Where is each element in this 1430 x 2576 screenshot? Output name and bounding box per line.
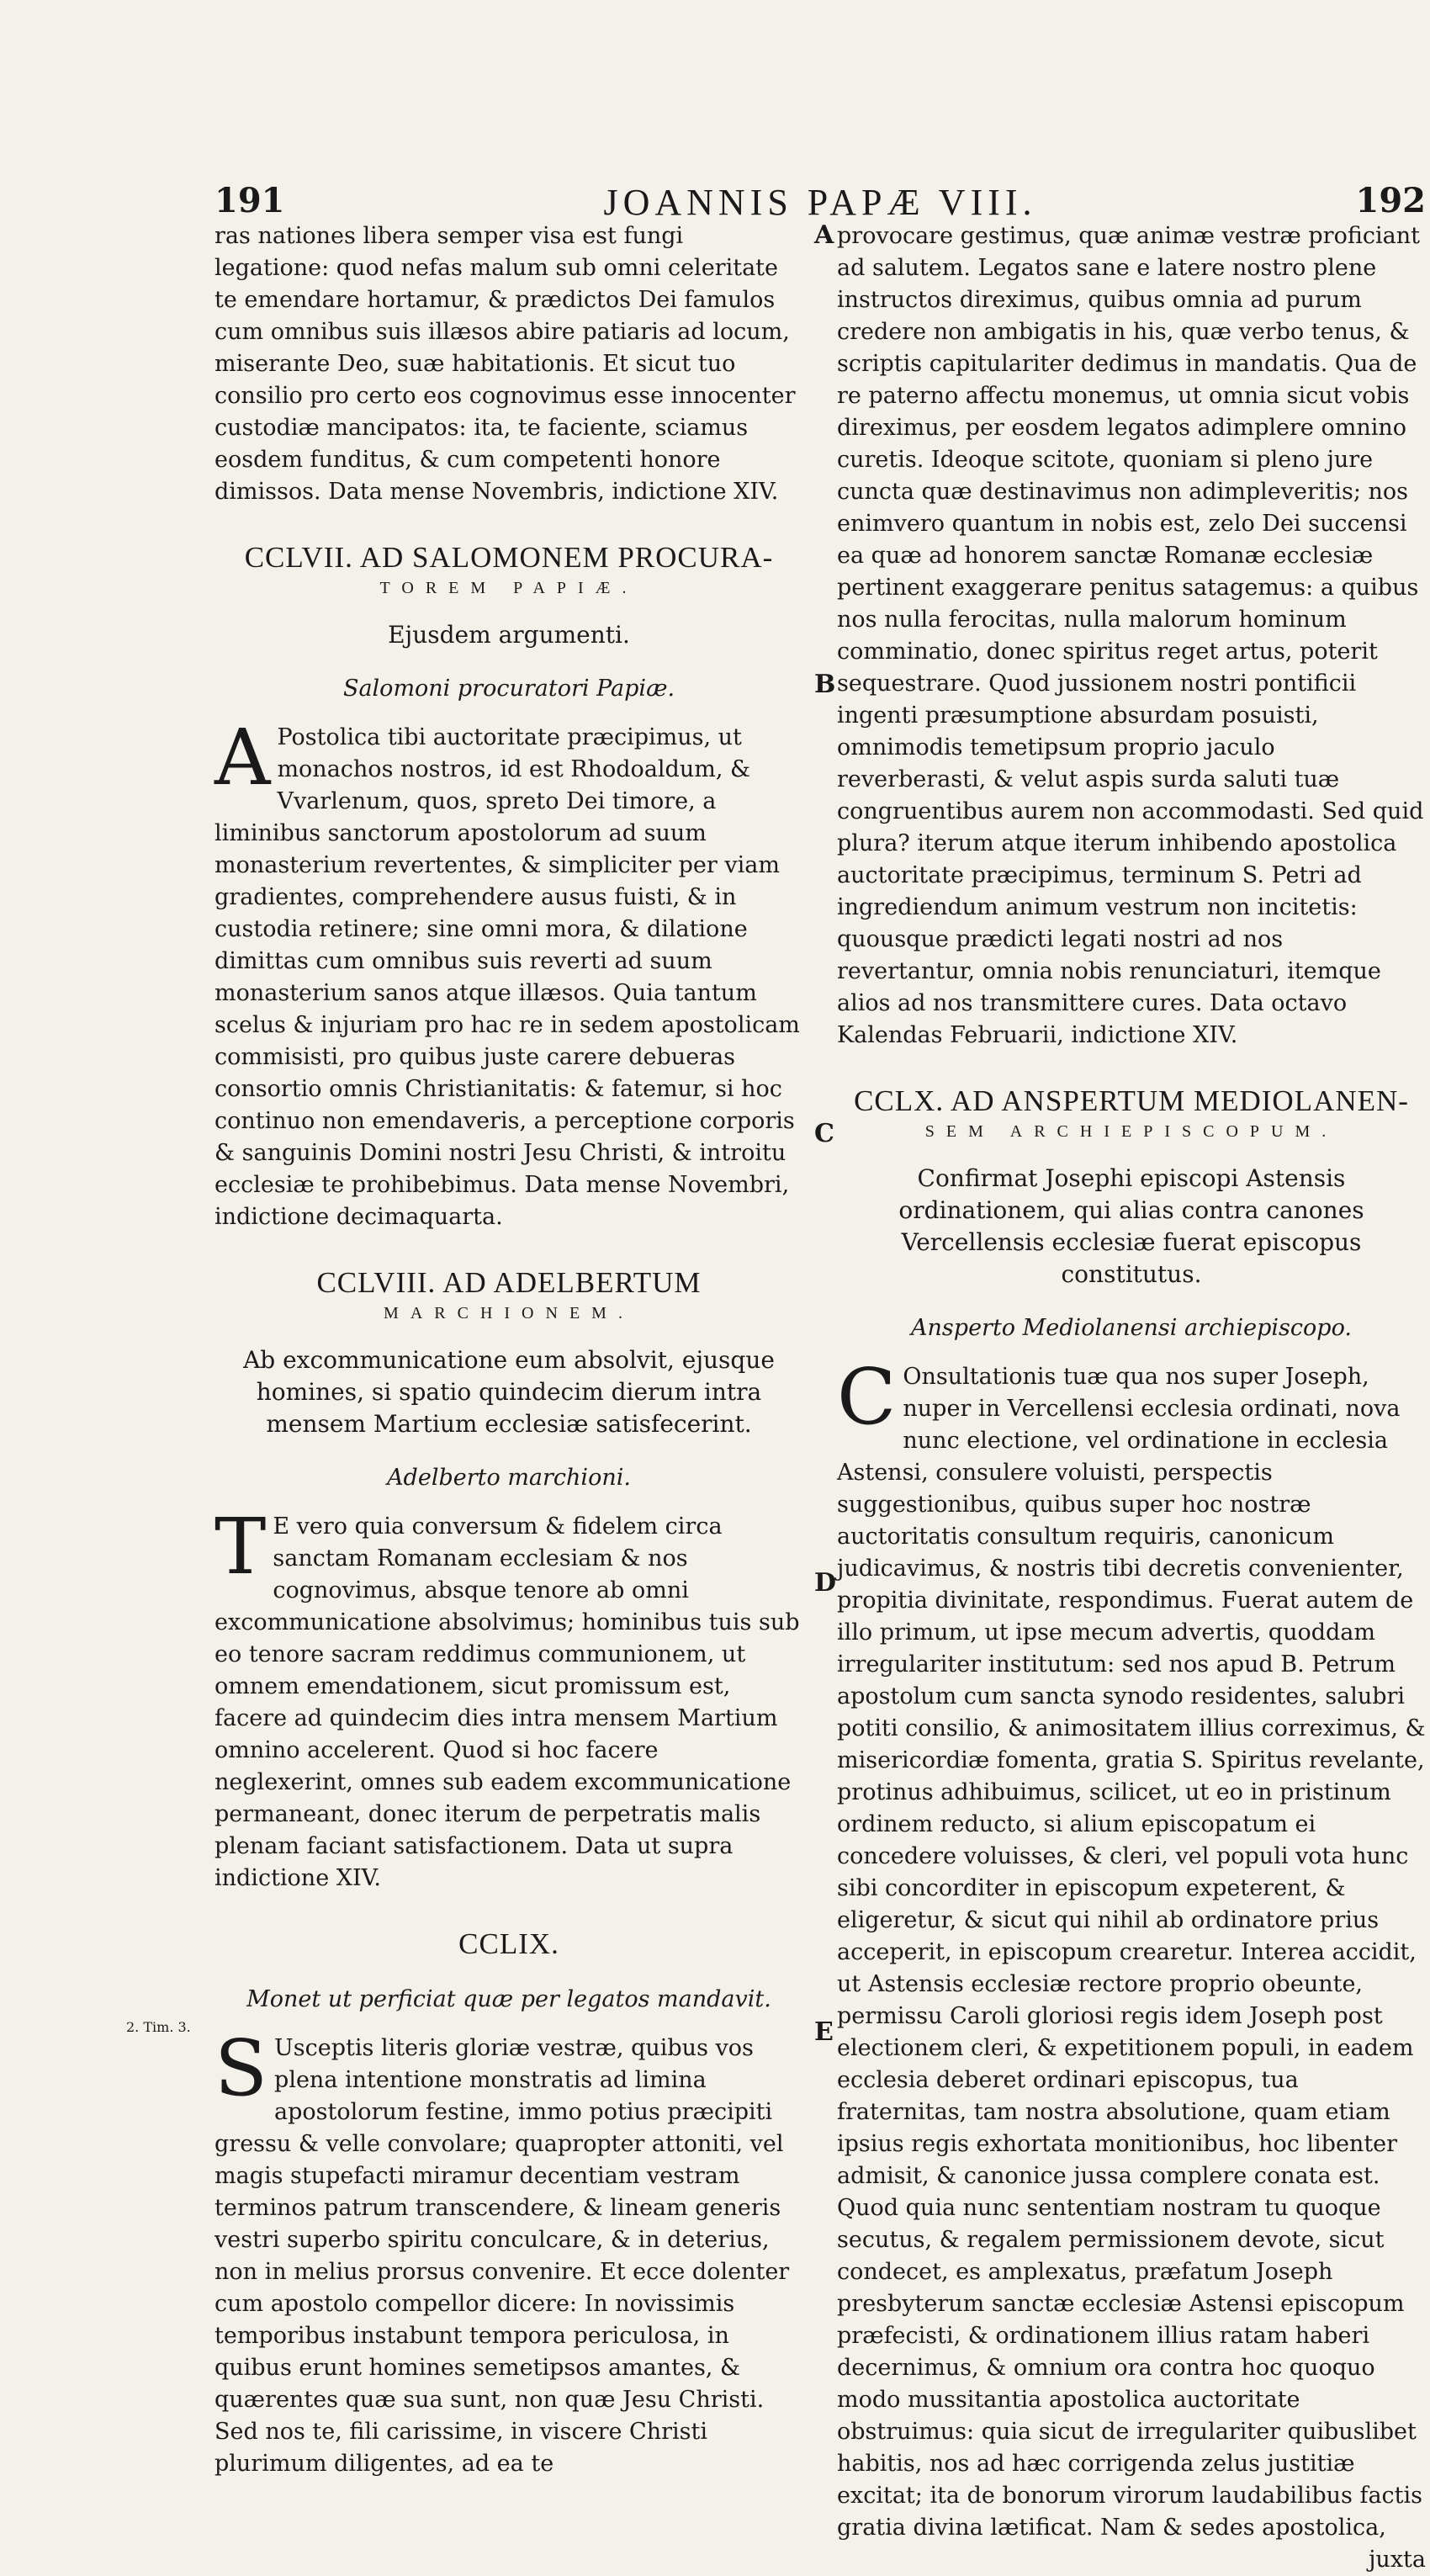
letter-260-text: Onsultationis tuæ qua nos super Joseph, nuper in Vercellensi ecclesia ordinati, nova nunc electione, vel ordinatione in ecclesia Astensi, consulere voluisti, perspectis suggestionibus, quibus super hoc nostræ auctoritatis consultum requiris, canonicum judicavimus, & nostris tibi decretis convenienter, propitia divinitate, respondimus. Fuerat autem de illo primum, ut ipse mecum advertis, quoddam irregulariter institutum: sed nos apud B. Petrum apostolum cum sancta synodo residentes, salubri potiti consilio, & animositatem illius correximus, & misericordiæ fomenta, gratia S. Spiritus revelante, protinus adhibuimus, scilicet, ut eo in pristinum ordinem reducto, si alium episcopatum ei concedere voluisses, & cleri, vel populi vota hunc sibi concorditer in episcopum expeterent, & eligeretur, & sicut qui nihil ab ordinatore prius acceperit, in episcopum crearetur. Interea accidit, ut Astensis ecclesiæ rectore proprio obeunte, permissu Caroli gloriosi regis idem Joseph post electionem cleri, & expetitionem populi, in eadem ecclesia deberet ordinari episcopus, tua fraternitas, tam nostra absolutione, quam etiam ipsius regis exhortata monitionibus, hoc libenter admisit, & canonice jussa complere conata est. Quod quia nunc sententiam nostram tu quoque secutus, & regalem permissionem devote, sicut condecet, es amplexatus, præfatum Joseph presbyterum sanctæ ecclesiæ Astensi episcopum præfecisti, & ordinationem illius ratam haberi decernimus, & omnium ora contra hoc quoquo modo mussitantia apostolica auctoritate obstruimus: quia sicut de irregulariter quibuslibet habitis, nos ad hæc corrigenda zelus justitiæ excitat; ita de bonorum virorum laudabilibus factis gratia divina lætificat. Nam & sedes apostolica, — [837, 1364, 1426, 2541]
page-number-right: 192 — [1355, 181, 1426, 220]
drop-cap: S — [214, 2023, 268, 2113]
catchword: juxta — [1369, 2547, 1426, 2573]
side-note-reference: 2. Tim. 3. — [126, 2019, 191, 2035]
drop-cap: A — [214, 713, 271, 803]
letter-260-summary: Confirmat Josephi episcopi Astensis ordinationem, qui alias contra canones Vercellensis ecclesiæ fuerat episcopus constitutus. — [898, 1164, 1364, 1288]
letter-258-text: E vero quia conversum & fidelem circa sanctam Romanam ecclesiam & nos cognovimus, absque tenore ab omni excommunicatione absolvimus; hominibus tuis sub eo tenore sacram reddimus communionem, ut omnem emendationem, sicut promissum est, facere ad quindecim dies intra mensem Martium omnino accelerent. Quod si hoc facere neglexerint, omnes sub eadem excommunicatione permaneant, donec iterum de perpetratis malis plenam faciant satisfactionem. Data ut supra indictione XIV. — [214, 1513, 800, 1891]
letter-259-heading — [214, 1927, 803, 1962]
letter-258-body — [214, 1502, 803, 1895]
letter-continuation: ras nationes libera semper visa est fungi legatione: quod nefas malum sub omni celeritate te emendare hortamur, & prædictos Dei famulos cum omnibus suis illæsos abire patiaris ad locum, miserante Deo, suæ habitationis. Et sicut tuo consilio pro certo eos cognovimus esse innocenter custodiæ mancipatos: ita, te faciente, sciamus eosdem funditus, & cum competenti honore dimissos. Data mense Novembris, indictione XIV. — [214, 223, 796, 505]
letter-259-continuation: provocare gestimus, quæ animæ vestræ proficiant ad salutem. Legatos sane e latere nostro plene instructos direximus, quibus omnia ad purum credere non ambigatis in his, quæ verbo tenus, & scriptis capitulariter dedimus in mandatis. Qua de re paterno affectu monemus, ut omnia sicut vobis direximus, per eosdem legatos adimplere omnino curetis. Ideoque scitote, quoniam si pleno jure cuncta quæ destinavimus non adimpleveritis; nos enimvero quantum in nobis est, zelo Dei succensi ea quæ ad honorem sanctæ Romanæ ecclesiæ pertinent exaggerare penitus satagemus: a quibus nos nulla ferocitas, nulla malorum hominum comminatio, donec spiritus reget artus, poterit sequestrare. Quod jussionem nostri pontificii ingenti præsumptione absurdam posuisti, omnimodis temetipsum proprio jaculo reverberasti, & velut aspis surda saluti tuæ congruentibus aurem non accommodasti. Sed quid plura? iterum atque iterum inhibendo apostolica auctoritate præcipimus, terminum S. Petri ad ingrediendum animum vestrum non incitetis: quousque prædicti legati nostri ad nos revertantur, omnia nobis renunciaturi, itemque alios ad nos transmittere cures. Data octavo Kalendas Februarii, indictione XIV. — [837, 223, 1424, 1048]
heading-line: CCLX. AD ANSPERTUM MEDIOLANEN- — [854, 1084, 1409, 1117]
letter-260-heading — [837, 1084, 1426, 1144]
page-number-left: 191 — [214, 181, 285, 220]
margin-letter-e: E — [814, 2017, 834, 2047]
letter-257-heading — [214, 540, 803, 601]
heading-line: CCLVII. AD SALOMONEM PROCURA- — [244, 541, 774, 574]
drop-cap: C — [837, 1352, 897, 1442]
letter-260-body — [837, 1352, 1426, 2544]
letter-257-text: Postolica tibi auctoritate præcipimus, ut monachos nostros, id est Rhodoaldum, & Vvarlenum, quos, spreto Dei timore, a liminibus sanctorum apostolorum ad suum monasterium revertentes, & simpliciter per viam gradientes, comprehendere ausus fuisti, & in custodia retinere; sine omni mora, & dilatione dimittas cum omnibus suis reverti ad suum monasterium sanos atque illæsos. Quia tantum scelus & injuriam pro hac re in sedem apostolicam commisisti, pro quibus juste carere debueras consortio omnis Christianitatis: & fatemur, si hoc continuo non emendaveris, a perceptione corporis & sanguinis Domini nostri Jesu Christi, & introitu ecclesiæ te prohibebimus. Data mense Novembri, indictione decimaquarta. — [214, 724, 800, 1230]
letter-258-summary: Ab excommunicatione eum absolvit, ejusque homines, si spatio quindecim dierum intra mensem Martium ecclesiæ satisfecerint. — [243, 1346, 775, 1438]
letter-259-body — [214, 2023, 803, 2480]
drop-cap: T — [214, 1502, 267, 1592]
margin-letter-a: A — [814, 220, 834, 250]
heading-line: CCLIX. — [458, 1927, 559, 1960]
running-title: JOANNIS PAPÆ VIII. — [603, 182, 1037, 223]
letter-259-summary: Monet ut perficiat quæ per legatos mandavit. — [246, 1986, 771, 2012]
letter-260-addressee: Ansperto Mediolanensi archiepiscopo. — [911, 1315, 1352, 1341]
letter-257-summary: Ejusdem argumenti. — [388, 621, 630, 649]
letter-258-heading — [214, 1265, 803, 1326]
margin-letter-c: C — [814, 1119, 834, 1148]
left-column — [214, 220, 803, 2480]
right-column — [837, 220, 1426, 2576]
heading-line-small: SEM ARCHIEPISCOPUM. — [924, 1122, 1338, 1141]
heading-line-small: MARCHIONEM. — [384, 1304, 634, 1322]
heading-line: CCLVIII. AD ADELBERTUM — [316, 1266, 702, 1299]
heading-line-small: TOREM PAPIÆ. — [379, 579, 638, 597]
letter-258-addressee: Adelberto marchioni. — [387, 1465, 631, 1491]
letter-259-text: Usceptis literis gloriæ vestræ, quibus vos plena intentione monstratis ad limina apostolorum festine, immo potius præcipiti gressu & velle convolare; quapropter attoniti, vel magis stupefacti miramur decentiam vestram terminos patrum transcendere, & lineam generis vestri superbo spiritu conculcare, & in deterius, non in melius prorsus convenire. Et ecce dolenter cum apostolo compellor dicere: In novissimis temporibus instabunt tempora periculosa, in quibus erunt homines semetipsos amantes, & quærentes quæ sua sunt, non quæ Jesu Christi. Sed nos te, fili carissime, in viscere Christi plurimum diligentes, ad ea te — [214, 2035, 790, 2477]
letter-257-addressee: Salomoni procuratori Papiæ. — [342, 676, 675, 702]
letter-257-body — [214, 713, 803, 1233]
margin-letter-b: B — [814, 670, 836, 699]
margin-letter-d: D — [814, 1568, 837, 1598]
